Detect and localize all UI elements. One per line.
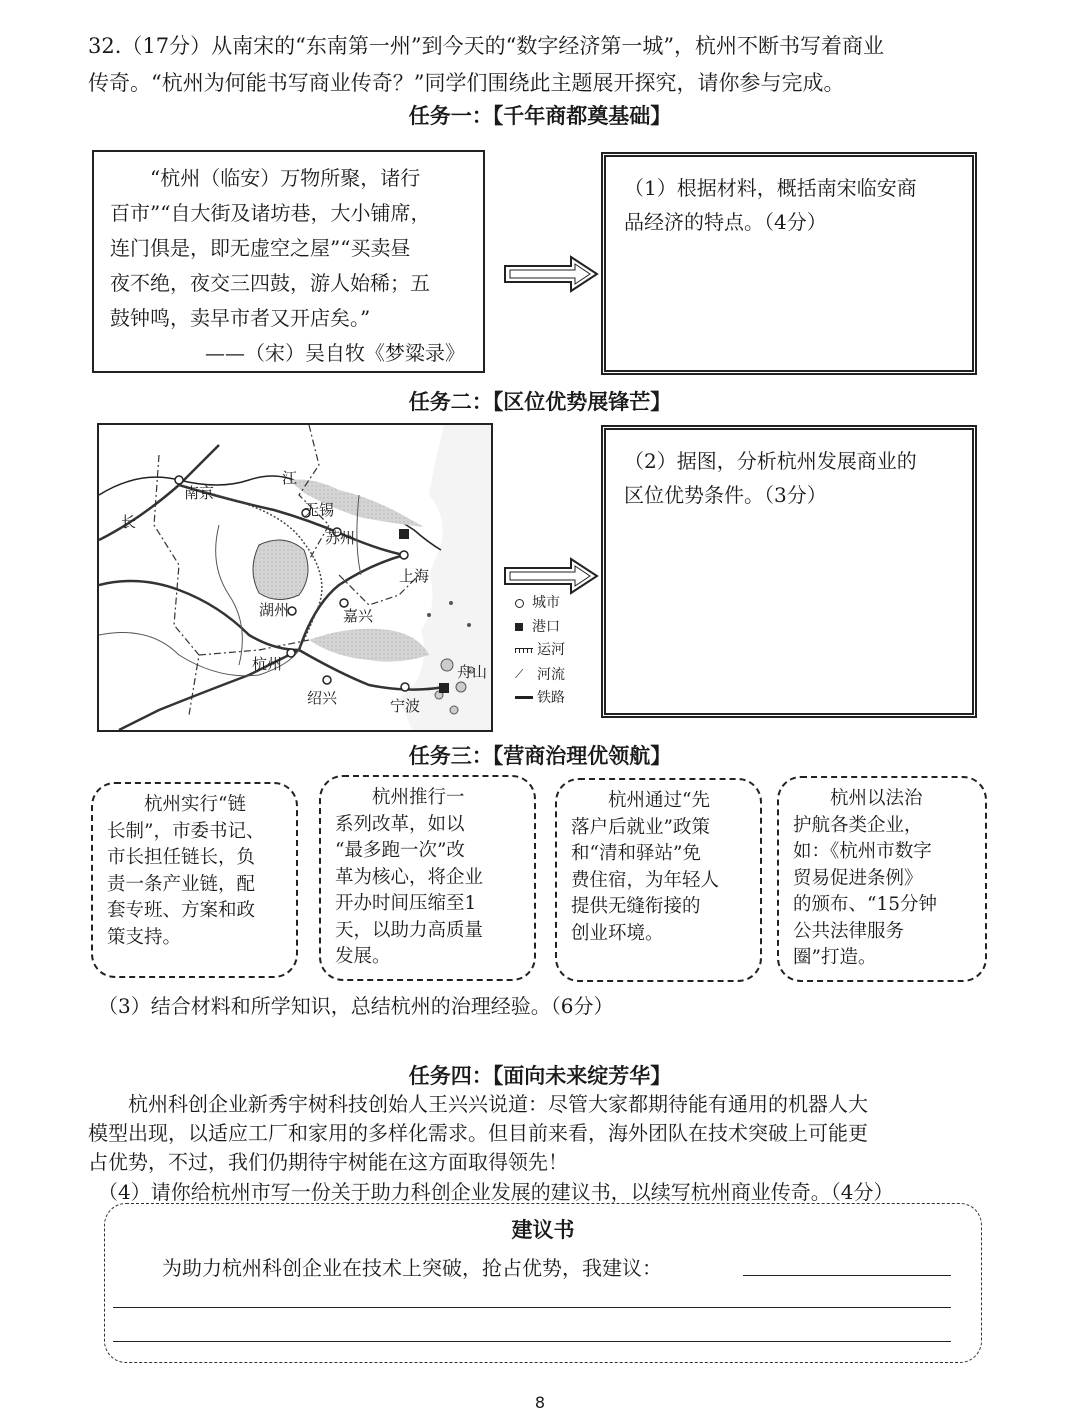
quote-line-2: 百市”“自大街及诸坊巷，大小铺席， <box>110 201 431 225</box>
quote-source: ——（宋）吴自牧《梦粱录》 <box>205 341 465 365</box>
task3-card-3: 杭州通过“先 落户后就业”政策 和“清和驿站”免 费住宿，为年轻人 提供无缝衔接的 创业环境。 <box>555 778 762 982</box>
task1-question-line-1: （1）根据材料，概括南宋临安商 <box>624 176 917 200</box>
task4-title: 任务四：【面向未来绽芳华】 <box>408 1064 672 1088</box>
map-label-chang: 长 <box>121 513 137 531</box>
task2-arrow-icon <box>503 556 601 596</box>
proposal-title: 建议书 <box>511 1218 575 1242</box>
legend-river: ⟋ 河流 <box>515 663 585 687</box>
task2-answer-box[interactable] <box>601 425 977 718</box>
map-label-ningbo: 宁波 <box>390 697 421 715</box>
question-intro <box>88 28 1008 102</box>
legend-city-icon <box>515 599 524 608</box>
task3-title: 任务三：【营商治理优领航】 <box>408 744 672 768</box>
quote-line-3: 连门俱是，即无虚空之屋”“买卖昼 <box>110 236 411 260</box>
answer-line-1[interactable] <box>743 1275 951 1276</box>
task2-question-line-1: （2）据图，分析杭州发展商业的 <box>624 449 917 473</box>
map-label-jiang: 江 <box>282 469 298 487</box>
task2-title: 任务二：【区位优势展锋芒】 <box>408 390 672 414</box>
task3-card-4: 杭州以法治 护航各类企业， 如：《杭州市数字 贸易促进条例》 的颁布、“15分钟 公共法律服务 圈”打造。 <box>777 776 987 982</box>
task1-answer-box[interactable] <box>601 152 977 375</box>
map-label-shanghai: 上海 <box>399 567 430 585</box>
map-label-huzhou: 湖州 <box>259 601 290 619</box>
task4-question: （4）请你给杭州市写一份关于助力科创企业发展的建议书，以续写杭州商业传奇。（4分） <box>98 1180 894 1204</box>
quote-line-4: 夜不绝，夜交三四鼓，游人始稀；五 <box>110 271 430 295</box>
task2-question-line-2: 区位优势条件。（3分） <box>624 483 827 507</box>
task4-paragraph: 杭州科创企业新秀宇树科技创始人王兴兴说道：尽管大家都期待能有通用的机器人大 模型出现，以适应工厂和家用的多样化需求。但目前来看，海外团队在技术突破上可能更 占优势，不过，我们仍期待宇树能在这方面取得领先！ <box>88 1092 868 1174</box>
page-number: 8 <box>534 1393 546 1412</box>
quote-line-5: 鼓钟鸣，卖早市者又开店矣。” <box>110 306 371 330</box>
proposal-box <box>104 1203 982 1363</box>
answer-line-2[interactable] <box>113 1307 951 1308</box>
intro-line-1: 32.（17分）从南宋的“东南第一州”到今天的“数字经济第一城”，杭州不断书写着商业 <box>88 34 885 58</box>
answer-line-3[interactable] <box>113 1341 951 1342</box>
task1-quote-box <box>92 150 485 373</box>
map-legend-list <box>515 592 585 710</box>
map-label-wuxi: 无锡 <box>304 501 335 519</box>
intro-line-2: 传奇。“杭州为何能书写商业传奇？”同学们围绕此主题展开探究，请你参与完成。 <box>88 71 845 95</box>
map-label-zhoushan: 舟山 <box>457 663 488 681</box>
legend-port: 港口 <box>515 616 585 640</box>
task1-title: 任务一：【千年商都奠基础】 <box>408 104 672 128</box>
port-icon <box>515 623 523 631</box>
legend-railway: 铁路 <box>515 687 585 711</box>
legend-canal: 运河 <box>515 639 585 663</box>
map-label-jiaxing: 嘉兴 <box>343 607 374 625</box>
map-label-hangzhou: 杭州 <box>252 655 283 673</box>
legend-city: 城市 <box>515 592 585 616</box>
railway-icon <box>515 696 533 699</box>
canal-icon <box>515 648 533 653</box>
quote-line-1: “杭州（临安）万物所聚，诸行 <box>150 166 421 190</box>
map-label-nanjing: 南京 <box>184 484 215 502</box>
river-icon: ⟋ <box>515 666 524 681</box>
task3-card-2: 杭州推行一 系列改革，如以 “最多跑一次”改 革为核心，将企业 开办时间压缩至1 天，以助力高质量 发展。 <box>319 775 536 981</box>
map-label-suzhou: 苏州 <box>325 529 356 547</box>
task1-question-line-2: 品经济的特点。（4分） <box>624 210 827 234</box>
region-map <box>97 423 493 732</box>
proposal-text: 为助力杭州科创企业在技术上突破，抢占优势，我建议： <box>162 1256 662 1280</box>
task3-card-1: 杭州实行“链 长制”，市委书记、 市长担任链长，负 责一条产业链，配 套专班、方案和政 策支持。 <box>91 782 298 978</box>
task3-question: （3）结合材料和所学知识，总结杭州的治理经验。（6分） <box>98 994 614 1018</box>
task1-arrow-icon <box>503 254 601 294</box>
map-label-shaoxing: 绍兴 <box>307 689 338 707</box>
